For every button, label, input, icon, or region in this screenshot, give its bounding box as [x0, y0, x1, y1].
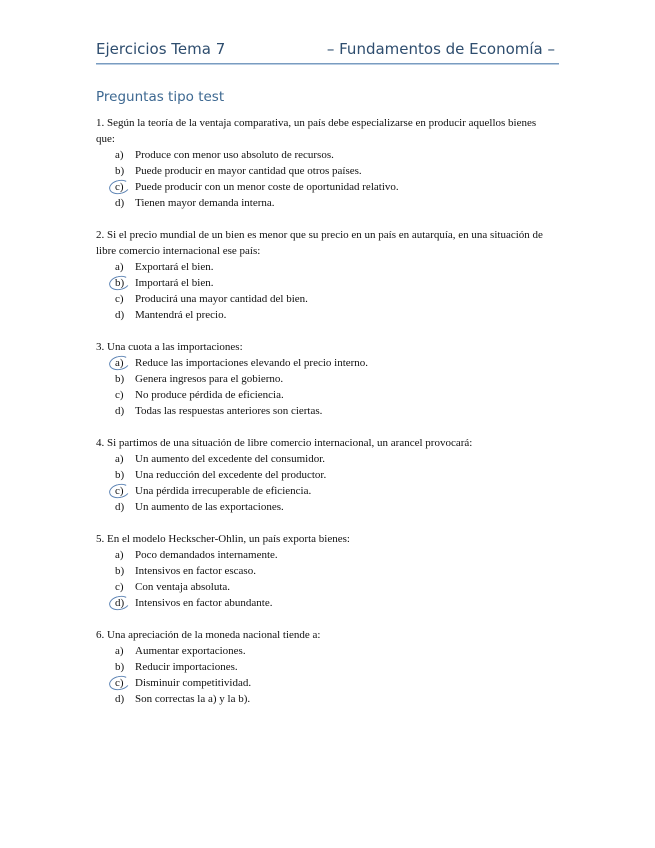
option-text: Puede producir con un menor coste de oportunidad relativo.	[135, 181, 399, 193]
option-letter: a)	[115, 645, 124, 657]
option-text: Importará el bien.	[135, 277, 214, 289]
option-letter: c)	[115, 293, 124, 305]
option-text: Aumentar exportaciones.	[135, 645, 246, 657]
option-text: Intensivos en factor abundante.	[135, 597, 273, 609]
option-item	[96, 467, 556, 483]
option-letter: c)	[115, 485, 124, 497]
question-4	[96, 435, 556, 515]
option-text: No produce pérdida de eficiencia.	[135, 389, 284, 401]
option-letter: b)	[115, 373, 125, 385]
option-text: Un aumento del excedente del consumidor.	[135, 453, 325, 465]
option-list	[96, 451, 556, 515]
option-item	[96, 259, 556, 275]
option-text: Exportará el bien.	[135, 261, 214, 273]
option-item	[96, 563, 556, 579]
option-text: Un aumento de las exportaciones.	[135, 501, 284, 513]
option-text: Poco demandados internamente.	[135, 549, 278, 561]
question-text: 6. Una apreciación de la moneda nacional tiende a:	[96, 629, 321, 641]
option-text: Tienen mayor demanda interna.	[135, 197, 275, 209]
option-item	[96, 163, 556, 179]
option-item	[96, 147, 556, 163]
option-item	[96, 179, 556, 195]
option-item	[96, 675, 556, 691]
option-list	[96, 259, 556, 323]
option-item	[96, 291, 556, 307]
option-item	[96, 691, 556, 707]
header-subject: – Fundamentos de Economía –	[326, 40, 555, 58]
header-divider	[96, 63, 559, 65]
option-letter: b)	[115, 165, 125, 177]
option-text: Produce con menor uso absoluto de recursos.	[135, 149, 334, 161]
option-list	[96, 547, 556, 611]
option-text: Intensivos en factor escaso.	[135, 565, 256, 577]
option-text: Con ventaja absoluta.	[135, 581, 231, 593]
question-text: 2. Si el precio mundial de un bien es menor que su precio en un país en autarquía, en una situación de libre comercio internacional ese país:	[96, 229, 543, 257]
header-title: Ejercicios Tema 7	[96, 40, 226, 58]
option-letter: a)	[115, 149, 124, 161]
option-text: Todas las respuestas anteriores son ciertas.	[135, 405, 323, 417]
option-item	[96, 307, 556, 323]
option-item	[96, 659, 556, 675]
option-item	[96, 403, 556, 419]
option-item	[96, 643, 556, 659]
question-text: 5. En el modelo Heckscher-Ohlin, un país exporta bienes:	[96, 533, 350, 545]
question-3	[96, 339, 556, 419]
option-letter: c)	[115, 677, 124, 689]
option-list	[96, 643, 556, 707]
option-letter: d)	[115, 405, 125, 417]
question-6	[96, 627, 556, 707]
option-item	[96, 451, 556, 467]
option-text: Producirá una mayor cantidad del bien.	[135, 293, 308, 305]
option-letter: a)	[115, 549, 124, 561]
option-text: Genera ingresos para el gobierno.	[135, 373, 284, 385]
question-text: 3. Una cuota a las importaciones:	[96, 341, 243, 353]
section-title: Preguntas tipo test	[96, 89, 225, 105]
option-item	[96, 275, 556, 291]
option-letter: d)	[115, 197, 125, 209]
option-item	[96, 371, 556, 387]
option-letter: b)	[115, 565, 125, 577]
option-text: Una pérdida irrecuperable de eficiencia.	[135, 485, 312, 497]
option-text: Puede producir en mayor cantidad que otros países.	[135, 165, 362, 177]
option-letter: b)	[115, 661, 125, 673]
question-text: 1. Según la teoría de la ventaja comparativa, un país debe especializarse en producir aquellos bienes que:	[96, 117, 537, 145]
question-5	[96, 531, 556, 611]
question-list	[96, 115, 556, 723]
option-item	[96, 387, 556, 403]
page-header	[96, 40, 559, 60]
option-letter: b)	[115, 277, 125, 289]
option-item	[96, 195, 556, 211]
option-letter: d)	[115, 597, 125, 609]
option-text: Son correctas la a) y la b).	[135, 693, 251, 705]
option-list	[96, 355, 556, 419]
option-letter: c)	[115, 581, 124, 593]
option-text: Disminuir competitividad.	[135, 677, 252, 689]
option-text: Mantendrá el precio.	[135, 309, 227, 321]
option-letter: a)	[115, 261, 124, 273]
option-item	[96, 483, 556, 499]
question-text: 4. Si partimos de una situación de libre comercio internacional, un arancel provocará:	[96, 437, 473, 449]
option-letter: a)	[115, 357, 124, 369]
option-letter: c)	[115, 389, 124, 401]
option-list	[96, 147, 556, 211]
option-letter: a)	[115, 453, 124, 465]
option-item	[96, 595, 556, 611]
question-2	[96, 227, 556, 323]
option-item	[96, 499, 556, 515]
option-item	[96, 547, 556, 563]
option-letter: b)	[115, 469, 125, 481]
option-item	[96, 579, 556, 595]
option-letter: d)	[115, 309, 125, 321]
option-item	[96, 355, 556, 371]
question-1	[96, 115, 556, 211]
option-letter: d)	[115, 693, 125, 705]
option-letter: c)	[115, 181, 124, 193]
option-letter: d)	[115, 501, 125, 513]
option-text: Reducir importaciones.	[135, 661, 238, 673]
option-text: Una reducción del excedente del productor.	[135, 469, 327, 481]
option-text: Reduce las importaciones elevando el precio interno.	[135, 357, 369, 369]
